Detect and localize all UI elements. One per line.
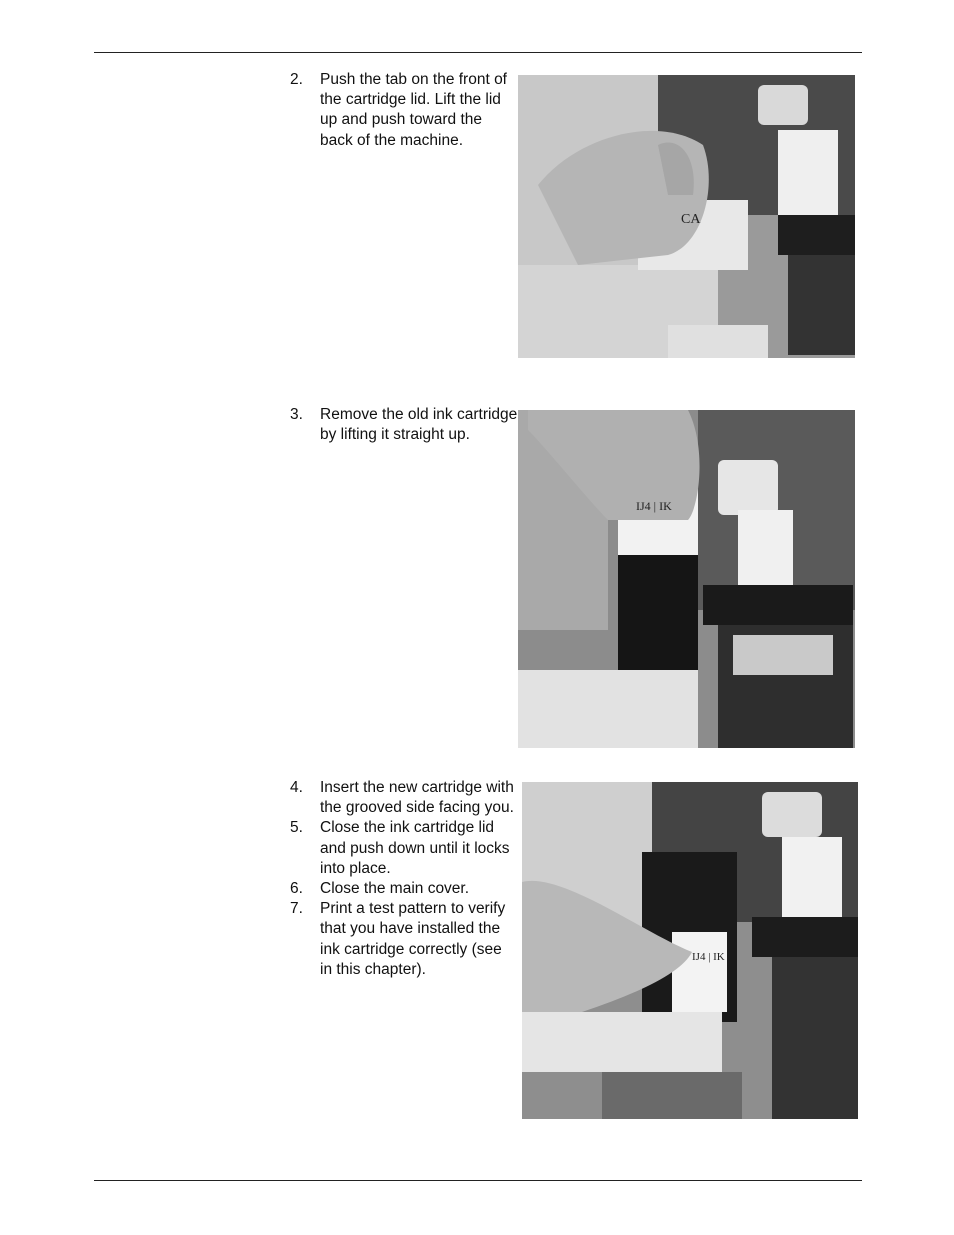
step-list-3 xyxy=(290,778,518,980)
photo-insert-cartridge xyxy=(522,782,858,1119)
list-item xyxy=(290,879,518,899)
list-item xyxy=(290,70,518,151)
photo-remove-cartridge xyxy=(518,410,855,748)
step-text: Push the tab on the front of the cartridge lid. Lift the lid up and push toward the back of the machine. xyxy=(320,71,507,149)
step-list-1 xyxy=(290,70,518,151)
photo-lift-lid xyxy=(518,75,855,358)
step-number: 7. xyxy=(290,900,303,918)
step-number: 5. xyxy=(290,819,303,837)
step-text: Remove the old ink cartridge by lifting it straight up. xyxy=(320,406,518,444)
step-text: Insert the new cartridge with the grooved side facing you. xyxy=(320,779,514,817)
list-item xyxy=(290,899,518,980)
list-item xyxy=(290,818,518,879)
step-text: Print a test pattern to verify that you have installed the ink cartridge correctly (see in this chapter). xyxy=(320,900,506,978)
step-text: Close the ink cartridge lid and push down until it locks into place. xyxy=(320,819,510,877)
list-item xyxy=(290,778,518,818)
cartridge-label: IJ4 | IK xyxy=(636,499,672,513)
header-rule xyxy=(94,52,862,53)
step-text: Close the main cover. xyxy=(320,880,470,898)
list-item xyxy=(290,405,518,445)
footer-rule xyxy=(94,1180,862,1181)
step-number: 6. xyxy=(290,880,303,898)
step-number: 2. xyxy=(290,71,303,88)
step-number: 4. xyxy=(290,779,303,796)
step-number: 3. xyxy=(290,406,303,423)
step-list-2 xyxy=(290,405,518,445)
cartridge-label: CA xyxy=(681,212,701,227)
cartridge-label: IJ4 | IK xyxy=(692,951,725,963)
